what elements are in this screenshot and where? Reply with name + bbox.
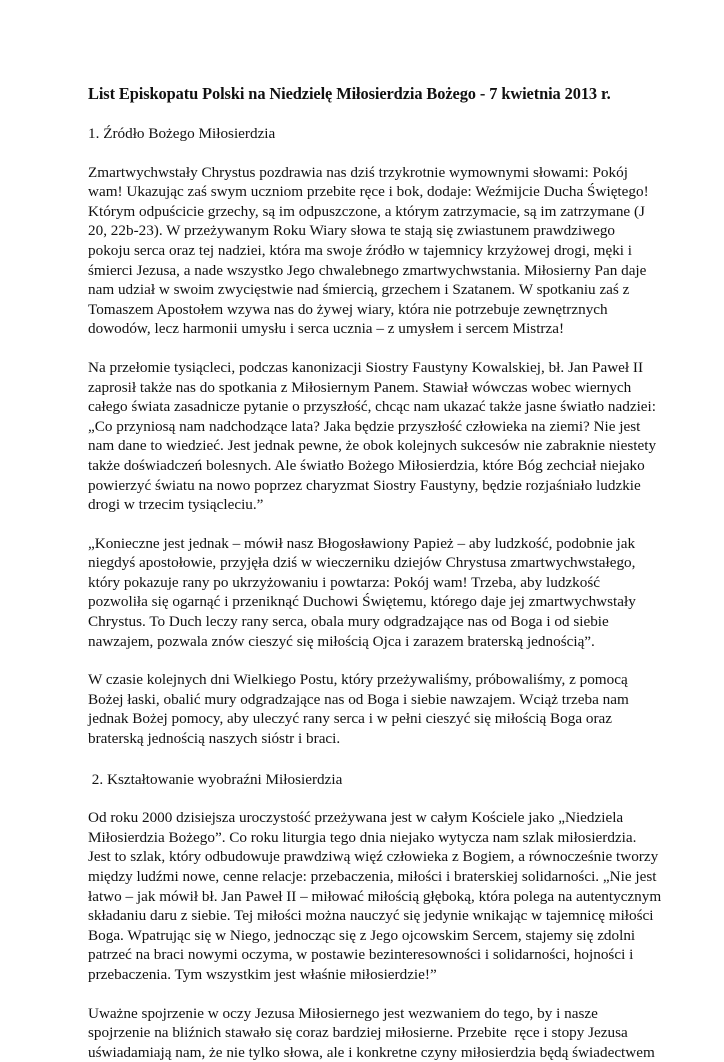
document-page [88,84,662,1062]
text-line: pozwoliła się ogarnąć i przeniknąć Duchowi Świętemu, którego daje jej zmartwychwstały [88,593,636,611]
text-line: drogi w trzecim tysiącleciu.” [88,496,264,514]
text-line: składaniu daru z siebie. Tej miłości można nauczyć się jedynie wnikając w tajemnicę miłości [88,907,654,925]
text-line: patrzeć na braci nowymi oczyma, w postawie bezinteresowności i solidarności, hojności i [88,946,634,964]
text-line: nam udział w swoim zwycięstwie nad śmiercią, grzechem i Szatanem. W spotkaniu zaś z [88,281,630,299]
text-line: Jest to szlak, który odbudowuje prawdziwą więź człowieka z Bogiem, a równocześnie tworzy [88,848,659,866]
text-line: „Co przyniosą nam nadchodzące lata? Jaka będzie przyszłość człowieka na ziemi? Nie jest [88,417,641,435]
text-line: Bożej łaski, obalić mury odgradzające nas od Boga i siebie nawzajem. Wciąż trzeba nam [88,690,629,708]
text-line: łatwo – jak mówił bł. Jan Paweł II – miłować miłością głęboką, która polega na autentycznym [88,887,662,905]
paragraph-3 [88,534,648,652]
text-line: 20, 22b-23). W przeżywanym Roku Wiary słowa te stają się zwiastunem prawdziwego [88,222,616,240]
text-line: dowodów, lecz harmonii umysłu i serca ucznia – z umysłem i sercem Mistrza! [88,320,565,338]
text-line: uświadamiają nam, że nie tylko słowa, ale i konkretne czyny miłosierdzia będą świadectwem [88,1043,655,1061]
text-line: nam dane to wiedzieć. Jest jednak pewne, że obok kolejnych sukcesów nie zabraknie niestety [88,437,657,455]
text-line: Od roku 2000 dzisiejsza uroczystość przeżywana jest w całym Kościele jako „Niedziela [88,809,624,827]
text-line: Którym odpuścicie grzechy, są im odpuszczone, a którym zatrzymacie, są im zatrzymane (J [88,202,645,220]
text-line: całego świata zasadnicze pytanie o przyszłość, chcąc nam ukazać także jasne światło nadziei: [88,398,656,416]
text-line: śmierci Jezusa, a nade wszystko Jego chwalebnego zmartwychwstania. Miłosierny Pan daje [88,261,647,279]
text-line: „Konieczne jest jednak – mówił nasz Błogosławiony Papież – aby ludzkość, podobnie jak [88,534,636,552]
text-line: Zmartwychwstały Chrystus pozdrawia nas dziś trzykrotnie wymownymi słowami: Pokój [88,163,628,181]
text-line: Chrystus. To Duch leczy rany serca, obala mury odgradzające nas od Boga i od siebie [88,613,609,631]
paragraph-6 [88,1004,655,1062]
text-line: Tomaszem Apostołem wzywa nas do żywej wiary, która nie potrzebuje zewnętrznych [88,300,608,318]
text-line: zaprosił także nas do spotkania z Miłosiernym Panem. Stawiał wówczas wobec wiernych [88,378,632,396]
section-heading-2: 2. Kształtowanie wyobraźni Miłosierdzia [88,770,343,788]
paragraph-2 [88,358,657,515]
section-heading-1: 1. Źródło Bożego Miłosierdzia [88,125,276,142]
text-line: niegdyś apostołowie, przyjęła dziś w wieczerniku dziejów Chrystusa zmartwychwstałego, [88,554,636,572]
text-line: powierzyć światu na nowo poprzez charyzmat Siostry Faustyny, będzie rozjaśniało ludzkie [88,476,641,494]
text-line: przebaczenia. Tym wszystkim jest właśnie miłosierdzie!” [88,965,437,983]
paragraph-4 [88,670,648,748]
paragraph-5 [88,808,662,984]
text-line: Uważne spojrzenie w oczy Jezusa Miłosiernego jest wezwaniem do tego, by i nasze [88,1004,598,1022]
text-line: także doświadczeń bolesnych. Ale światło Bożego Miłosierdzia, które Bóg zechciał niejako [88,456,645,474]
text-line: między ludźmi nowe, cenne relacje: przebaczenia, miłości i braterskiej solidarności. „Nie jest [88,868,657,885]
text-line: braterską jednością naszych sióstr i braci. [88,730,341,748]
text-line: pokoju serca oraz tej nadziei, która ma swoje źródło w tajemnicy krzyżowej drogi, męki i [88,241,633,259]
text-line: Na przełomie tysiącleci, podczas kanonizacji Siostry Faustyny Kowalskiej, bł. Jan Paweł II [88,358,644,376]
text-line: nawzajem, pozwala znów cieszyć się miłością Ojca i zarazem braterską jednością”. [88,632,595,650]
text-line: spojrzenie na bliźnich stawało się coraz bardziej miłosierne. Przebite ręce i stopy Jezusa [88,1024,628,1042]
text-line: jednak Bożej pomocy, aby uleczyć rany serca i w pełni cieszyć się miłością Boga oraz [88,710,613,728]
document-title: List Episkopatu Polski na Niedzielę Miłosierdzia Bożego - 7 kwietnia 2013 r. [88,84,611,103]
text-line: Miłosierdzia Bożego”. Co roku liturgia tego dnia niejako wytycza nam szlak miłosierdzia. [88,828,637,846]
text-line: Boga. Wpatrując się w Niego, jednocząc się z Jego ojcowskim Sercem, stajemy się zdolni [88,926,636,944]
text-line: który pokazuje rany po ukrzyżowaniu i powtarza: Pokój wam! Trzeba, aby ludzkość [88,573,601,591]
text-line: wam! Ukazując zaś swym uczniom przebite ręce i bok, dodaje: Weźmijcie Ducha Świętego! [88,183,649,201]
paragraph-1 [88,163,648,339]
text-line: W czasie kolejnych dni Wielkiego Postu, który przeżywaliśmy, próbowaliśmy, z pomocą [88,671,628,689]
